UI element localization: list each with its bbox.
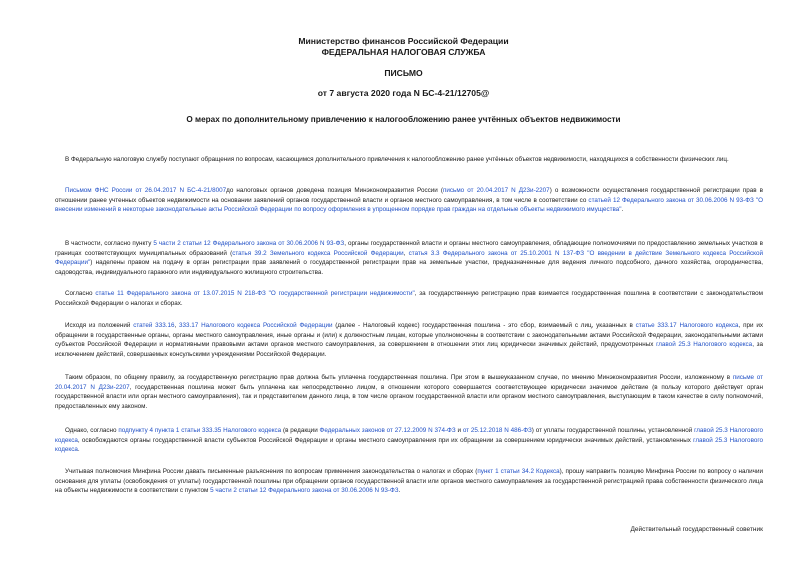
paragraph-text: до налоговых органов доведена позиция Минэкономразвития России (: [226, 187, 443, 194]
legal-reference-link[interactable]: подпункту 4 пункта 1 статьи 333.35 Налогового кодекса: [118, 427, 282, 434]
legal-reference-link[interactable]: статья 3.3 Федерального закона от 25.10.2001 N 137-ФЗ "О введении в действие Земельного кодекса Российской Федерации": [55, 249, 763, 267]
legal-reference-link[interactable]: письмо от 20.04.2017 N Д23и-2207: [442, 187, 550, 194]
signature-line: Действительный государственный советник: [630, 526, 763, 533]
legal-reference-link[interactable]: главой 25.3 Налогового кодекса: [55, 427, 763, 444]
paragraph-text: ,: [174, 322, 180, 329]
paragraph-text: ) наделены правом на подачу в орган регистрации прав заявлений о государственной регистрации прав на земельные участки, предназначенные для ведения личного подсобного, дачного хозяйства, огородничества, садоводства, индивидуального гаражного или индивидуального жилищного строительства.: [55, 259, 763, 276]
paragraph-text: ) от уплаты государственной пошлины, установленной: [531, 427, 695, 434]
legal-reference-link[interactable]: от 25.12.2018 N 486-ФЗ: [462, 427, 532, 434]
doc-date-number: от 7 августа 2020 года N БС-4-21/12705@: [317, 88, 490, 98]
legal-reference-link[interactable]: Федеральных законов от 27.12.2009 N 374-ФЗ: [319, 427, 456, 434]
paragraph-text: (в редакции: [281, 427, 320, 434]
legal-reference-link[interactable]: статье 333.17 Налогового кодекса: [635, 322, 739, 329]
paragraph-text: Учитывая полномочия Минфина России давать письменные разъяснения по вопросам применения законодательства о налогах и сборах (: [65, 468, 478, 475]
legal-reference-link[interactable]: 333.17 Налогового кодекса Российской Федерации: [179, 322, 333, 329]
service-name: ФЕДЕРАЛЬНАЯ НАЛОГОВАЯ СЛУЖБА: [321, 47, 486, 57]
legal-reference-link[interactable]: статей 333.16: [133, 322, 175, 329]
legal-reference-link[interactable]: письме от 20.04.2017 N Д23и-2207: [55, 374, 764, 391]
legal-reference-link[interactable]: статьей 12 Федерального закона от 30.06.2006 N 93-ФЗ "О внесении изменений в некоторые законодательные акты Российской Федерации по вопросу оформления в упрощенном порядке прав граждан на отдельные объекты недвижимого имущества": [55, 196, 763, 214]
paragraph-4: [55, 289, 763, 308]
paragraph-7: [55, 426, 763, 455]
paragraph-text: В Федеральную налоговую службу поступают обращения по вопросам, касающимся дополнительного привлечения к налогообложению ранее учтённых объектов недвижимости, находящихся в собственности физических лиц.: [65, 156, 729, 163]
legal-reference-link[interactable]: статья 39.2 Земельного кодекса Российской Федерации: [232, 249, 404, 257]
legal-reference-link[interactable]: 5 части 2 статьи 12 Федерального закона от 30.06.2006 N 93-ФЗ: [210, 487, 399, 495]
paragraph-2: [55, 186, 763, 215]
paragraph-text: Таким образом, по общему правилу, за государственную регистрацию прав должна быть уплачена государственная пошлина. При этом в вышеуказанном случае, по мнению Минэкономразвития России, изложенному в: [65, 374, 733, 381]
legal-reference-link[interactable]: 5 части 2 статьи 12 Федерального закона от 30.06.2006 N 93-ФЗ: [153, 240, 345, 247]
legal-reference-link[interactable]: статье 11 Федерального закона от 13.07.2015 N 218-ФЗ "О государственной регистрации недвижимости": [95, 290, 415, 297]
paragraph-text: Однако, согласно: [65, 427, 119, 434]
paragraph-5: [55, 321, 763, 359]
paragraph-text: , органы государственной власти и органы местного самоуправления, обладающие полномочиями по предоставлению земельных участков в границах соответствующих муниципальных образований (: [55, 240, 763, 257]
letter-subject: О мерах по дополнительному привлечению к налогообложению ранее учтённых объектов недвижимости: [186, 115, 621, 124]
doc-type: ПИСЬМО: [384, 68, 423, 78]
paragraph-text: ), прошу направить позицию Минфина России по вопросу о наличии основания для уплаты (освобождения от уплаты) государственной пошлины при обращении органов государственной власти или органов местного самоуправления за государственной регистрацией права собственности физического лица на объекты недвижимости в соответствии с пунктом: [55, 468, 763, 495]
legal-reference-link[interactable]: пункт 1 статьи 34.2 Кодекса: [477, 468, 560, 475]
paragraph-text: .: [77, 446, 80, 454]
paragraph-text: .: [398, 487, 401, 495]
legal-reference-link[interactable]: главой 25.3 Налогового кодекса: [656, 341, 753, 349]
paragraph-text: ) о возможности осуществления государственной регистрации прав в отношении ранее учтенных объектов недвижимости на основании заявлений органов государственной власти и органов местного самоуправления, в том числе в соответствии со: [55, 187, 763, 204]
paragraph-8: [55, 467, 763, 496]
paragraph-text: , при их обращении в государственные органы, органы местного самоуправления, иные органы и (или) к должностным лицам, которые уполномочены в соответствии с законодательными актами Российской Федерации, законодательными актами субъектов Российской Федерации и нормативными правовыми актами органов местного самоуправления, за совершением в отношении этих лиц юридически значимых действий, предусмотренных: [55, 322, 764, 349]
paragraph-1: [55, 155, 763, 165]
paragraph-text: и: [455, 427, 463, 434]
legal-reference-link[interactable]: главой 25.3 Налогового кодекса: [55, 436, 763, 454]
paragraph-text: , за исключением действий, совершаемых консульскими учреждениями Российской Федерации.: [55, 341, 763, 358]
paragraph-text: , за государственную регистрацию прав взимается государственная пошлина в соответствии с законодательством Российской Федерации о налогах и сборах.: [55, 290, 763, 307]
paragraph-text: , освобождаются органы государственной власти субъектов Российской Федерации и органы местного самоуправления при их обращении за совершением юридически значимых действий, установленных: [77, 436, 694, 444]
paragraph-text: Согласно: [65, 290, 96, 297]
legal-reference-link[interactable]: Письмом ФНС России от 26.04.2017 N БС-4-21/8007: [65, 187, 227, 194]
paragraph-text: ,: [403, 249, 409, 257]
paragraph-text: (далее - Налоговый кодекс) государственная пошлина - это сбор, взимаемый с лиц, указанных в: [332, 322, 636, 329]
paragraph-text: .: [621, 206, 624, 214]
paragraph-text: , государственная пошлина может быть уплачена как непосредственно лицом, в отношении которого совершается соответствующее юридически значимое действие (в пользу которого действует орган государственной власти или орган местного самоуправления), так и представителем данного лица, в том числе органом государственной власти или органом местного самоуправления, выступающим в таком качестве в силу полномочий, предоставленных ему законом.: [55, 383, 764, 410]
paragraph-text: В частности, согласно пункту: [65, 240, 154, 247]
paragraph-3: [55, 239, 763, 277]
paragraph-text: Исходя из положений: [65, 322, 134, 329]
ministry-name: Министерство финансов Российской Федерации: [298, 36, 509, 46]
paragraph-6: [55, 373, 763, 411]
